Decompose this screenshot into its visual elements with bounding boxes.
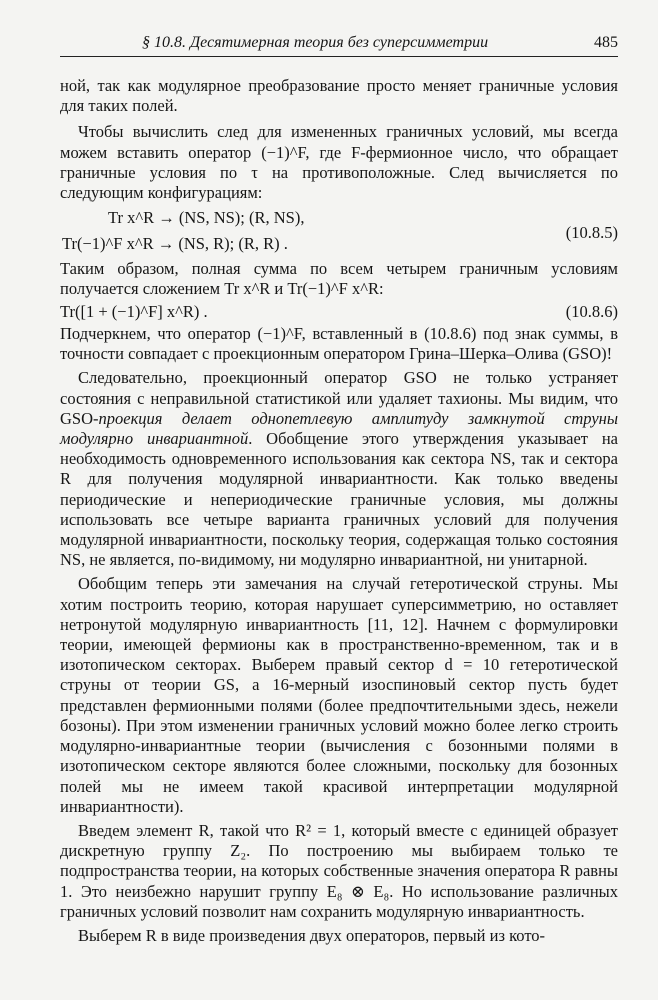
paragraph-5-end: . Обобщение этого утверждения указывает на необходимость одновременного использования как сектора NS, так и сектора R для получения модулярной инвариантности. Как только введены периодические и непериодические граничные условия, мы должны использовать все четыре варианта граничных условий для получения модулярной инвариантности, поскольку теория, содержащая только состояния NS, не является, по-видимому, ни модулярно инвариантной, ни унитарной. [60, 429, 618, 570]
equation-number-10-8-5: (10.8.5) [565, 223, 618, 243]
running-header [60, 34, 618, 57]
equation-10-8-5 [60, 208, 618, 254]
paragraph-4: Подчеркнем, что оператор (−1)^F, вставленный в (10.8.6) под знак суммы, в точности совпадает с проекционным оператором Грина–Шерка–Олива (GSO)! [60, 324, 618, 364]
equation-line-1: Tr x^R → (NS, NS); (R, NS), [108, 208, 305, 228]
paragraph-3: Таким образом, полная сумма по всем четырем граничным условиям получается сложением Tr x^R и Tr(−1)^F x^R: [60, 258, 618, 298]
paragraph-5-emphasis: проекция делает однопетлевую амплитуду замкнутой струны модулярно инвариантной [60, 408, 618, 449]
equation-number-10-8-6: (10.8.6) [565, 302, 618, 322]
paragraph-5-start: Следовательно, проекционный оператор GSO не только устраняет состояния с неправильной статистикой или удаляет тахионы. Мы видим, что GSO- [60, 368, 618, 428]
paragraph-8: Выберем R в виде произведения двух операторов, первый из кото- [78, 925, 546, 945]
paragraph-5 [60, 368, 618, 570]
page-body [60, 76, 618, 946]
header-title: § 10.8. Десятимерная теория без суперсимметрии [142, 34, 489, 51]
paragraph-6: Обобщим теперь эти замечания на случай гетеротической струны. Мы хотим построить теорию, которая нарушает суперсимметрию, но оставляет нетронутой модулярную инвариантность [11, 12]. Начнем с формулировки теории, имеющей фермионы как в пространственно-временном, так и в изотопическом секторах. Выберем правый сектор d = 10 гетеротической струны от теории GS, а 16-мерный изоспиновый сектор пусть будет представлен фермионными полями (более предпочтительными здесь, нежели бозоны). При этом изменении граничных условий можно более легко строить модулярно-инвариантные теории (вычисления с бозонными полями в изотопическом секторе являются более сложными, поскольку для бозонных полей мы не имеем такой красивой интерпретации модулярной инвариантности). [60, 574, 618, 816]
page-number: 485 [594, 34, 618, 51]
equation-body: Tr([1 + (−1)^F] x^R) . [60, 302, 208, 322]
equation-line-2: Tr(−1)^F x^R → (NS, R); (R, R) . [62, 234, 288, 254]
paragraph-7: Введем элемент R, такой что R² = 1, который вместе с единицей образует дискретную группу Z₂. По построению мы выбираем только те подпространства теории, на которых собственные значения оператора R равны 1. Это неизбежно нарушит группу E₈ ⊗ E₈. Но использование различных граничных условий позволит нам сохранить модулярную инвариантность. [60, 820, 618, 921]
equation-10-8-6 [60, 301, 618, 322]
paragraph-1: ной, так как модулярное преобразование просто меняет граничные условия для таких полей. [60, 76, 618, 116]
paragraph-2: Чтобы вычислить след для измененных граничных условий, мы всегда можем вставить оператор (−1)^F, где F-фермионное число, что обращает граничные условия по τ на противоположные. След вычисляется по следующим конфигурациям: [60, 122, 618, 203]
